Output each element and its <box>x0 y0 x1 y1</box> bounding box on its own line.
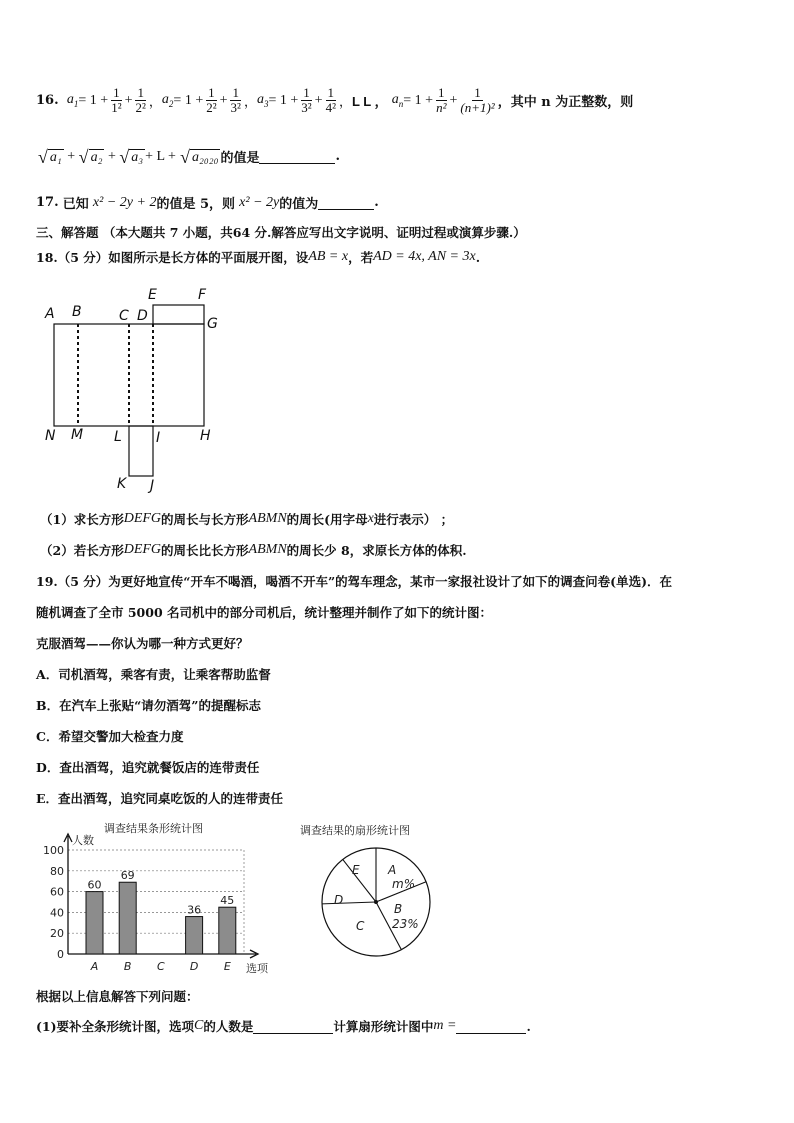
q18-p2-d: ABMN <box>248 542 287 557</box>
q18-p1-b: DEFG <box>123 511 162 526</box>
label-C: C <box>119 308 129 324</box>
label-F: F <box>198 287 207 303</box>
net-bottom-rect <box>129 426 153 476</box>
q16-sep2: ， <box>243 95 257 110</box>
q16-line2: √ a₁ + √ a₂ + √ a₃ + L + √ a₂₀₂₀ 的值是 . <box>38 146 340 167</box>
pie-label-A: A <box>388 863 397 877</box>
q18-p1-d: ABMN <box>248 511 287 526</box>
label-J: J <box>150 478 155 494</box>
q19-option-e: E．查出酒驾，追究同桌吃饭的人的连带责任 <box>36 791 284 806</box>
q19-s1-f: . <box>526 1018 531 1034</box>
q16-an-plus: + <box>449 92 458 108</box>
pie-label-D: D <box>334 893 344 907</box>
data-label-E: 45 <box>220 894 235 908</box>
q19-line2: 随机调查了全市 5000 名司机中的部分司机后，统计整理并制作了如下的统计图： <box>36 605 492 620</box>
section3-heading: 三、解答题 （本大题共 7 小题，共64 分.解答应写出文字说明、证明过程或演算步骤.） <box>36 225 526 240</box>
q19-c-count-blank[interactable] <box>253 1019 333 1034</box>
x-axis-label: 选项 <box>246 962 268 975</box>
q19-s1-c: 的人数是 <box>203 1019 254 1034</box>
q19-option-b: B．在汽车上张贴“请勿酒驾”的提醒标志 <box>36 698 261 713</box>
q16-sep3: ， <box>338 95 352 110</box>
q16-a2-frac1: $\frac{1}{\text{2²}}$ <box>206 85 217 115</box>
q19-line1 <box>36 572 672 590</box>
label-K: K <box>117 476 127 492</box>
sqrt-a2: √ a₂ <box>78 146 103 167</box>
q16-a1-frac2: $\frac{1}{\text{2²}}$ <box>135 85 146 115</box>
q18-text2: ，若 <box>348 250 374 265</box>
q16-answer-blank[interactable] <box>259 149 335 164</box>
y-tick-label: 0 <box>57 948 64 961</box>
q16-a3-plus: + <box>314 92 323 108</box>
bar-chart <box>34 818 284 978</box>
q16-a2-frac2: $\frac{1}{\text{3²}}$ <box>230 85 241 115</box>
net-top-rect <box>153 305 204 324</box>
bar-E <box>219 907 236 954</box>
bar-D <box>186 917 203 954</box>
q19-sub1 <box>36 1017 531 1035</box>
q16-a1-eq: = 1 + <box>78 92 109 108</box>
q18-end: . <box>475 249 481 265</box>
q16-a1-frac1: $\frac{1}{\text{1²}}$ <box>111 85 122 115</box>
q18-p2-b: DEFG <box>123 542 162 557</box>
q16-number: 16. <box>36 93 59 108</box>
bar-chart-title: 调查结果条形统计图 <box>104 822 203 835</box>
q17-post: 的值为 <box>279 197 319 212</box>
q18-number: 18. <box>36 249 58 265</box>
pie-value-B: 23% <box>392 917 419 931</box>
q18-p2-e: 的周长少 8，求原长方体的体积. <box>286 543 467 558</box>
q16-an-lhs: $a_n$ <box>391 92 404 109</box>
q18-intro <box>36 248 480 266</box>
bar-B <box>119 882 136 954</box>
q16-a1-plus: + <box>124 92 133 108</box>
q16-a2-lhs: $a_2$ <box>161 92 174 109</box>
label-B: B <box>72 304 82 320</box>
q16-a1-lhs: $a_1$ <box>66 92 79 109</box>
q17-expr1: x² − 2y + 2 <box>92 194 157 210</box>
x-tick-label-E: E <box>223 960 231 973</box>
q17-answer-blank[interactable] <box>318 195 374 210</box>
q18-p1-a: （1）求长方形 <box>40 512 124 527</box>
q18-expr2: AD = 4x, AN = 3x <box>373 249 476 264</box>
q18-p2-c: 的周长比长方形 <box>161 543 249 558</box>
label-M: M <box>71 427 84 443</box>
q19-s1-d: 计算扇形统计图中 <box>333 1019 434 1034</box>
q18-p1-e: 的周长(用字母 <box>286 512 368 527</box>
sqrt-a3: √ a₃ <box>119 146 144 167</box>
q19-option-c: C．希望交警加大检查力度 <box>36 729 184 744</box>
x-tick-label-D: D <box>189 960 199 973</box>
y-tick-label: 100 <box>43 844 64 857</box>
q19-option-d: D．查出酒驾，追究就餐饭店的连带责任 <box>36 760 260 775</box>
q19-s1-b: C <box>194 1018 204 1033</box>
q16-a2-eq: = 1 + <box>173 92 204 108</box>
pie-chart <box>296 818 456 968</box>
q18-part1 <box>40 510 453 528</box>
q18-expr: AB = x <box>308 249 349 264</box>
q16-an-frac2: $\frac{1}{\text{(n+1)²}}$ <box>460 85 495 115</box>
q16-an-frac1: $\frac{1}{\text{n²}}$ <box>436 85 447 115</box>
q17-number: 17. <box>36 195 59 210</box>
label-L: L <box>114 429 122 445</box>
label-H: H <box>200 428 211 444</box>
pie-chart-title: 调查结果的扇形统计图 <box>300 824 410 837</box>
sqrt-a1: √ a₁ <box>38 146 62 167</box>
cuboid-net-figure <box>40 282 230 497</box>
q19-number: 19. <box>36 574 58 589</box>
x-tick-label-B: B <box>123 960 132 973</box>
q16-mid: + L + <box>145 148 176 164</box>
q18-p1-c: 的周长与长方形 <box>161 512 249 527</box>
label-A: A <box>45 306 55 322</box>
q19-s1-a: (1)要补全条形统计图，选项 <box>36 1019 195 1034</box>
q16-end: . <box>335 149 340 164</box>
q19-option-a: A．司机酒驾，乘客有责，让乘客帮助监督 <box>36 667 271 682</box>
q19-text1: （5 分）为更好地宣传“开车不喝酒，喝酒不开车”的驾车理念，某市一家报社设计了如下的调查问卷(单选)．在 <box>57 574 673 589</box>
label-E: E <box>148 287 157 303</box>
q19-m-blank[interactable] <box>456 1019 526 1034</box>
label-I: I <box>156 430 161 446</box>
label-G: G <box>207 316 218 332</box>
q18-part2 <box>40 541 467 559</box>
q16-dots: L L ， <box>351 94 388 109</box>
bar-A <box>86 892 103 954</box>
label-D: D <box>137 308 148 324</box>
q17-expr2: x² − 2y <box>239 194 280 210</box>
q19-question: 克服酒驾——你认为哪一种方式更好？ <box>36 636 249 651</box>
pie-center <box>374 900 378 904</box>
q16-a3-frac1: $\frac{1}{\text{3²}}$ <box>301 85 312 115</box>
pie-label-E: E <box>352 863 360 877</box>
data-label-A: 60 <box>87 878 102 892</box>
q16-a3-frac2: $\frac{1}{\text{4²}}$ <box>325 85 336 115</box>
q18-p1-g: 进行表示） ； <box>373 512 454 527</box>
q18-p1-f: x <box>367 511 374 526</box>
q17-line <box>36 193 379 212</box>
data-label-B: 69 <box>120 869 135 883</box>
y-tick-label: 20 <box>50 927 64 941</box>
q18-text: （5 分）如图所示是长方体的平面展开图，设 <box>57 250 309 265</box>
x-tick-label-A: A <box>90 960 99 973</box>
q16-value-text: 的值是 <box>220 151 260 166</box>
label-N: N <box>45 428 56 444</box>
q17-end: . <box>374 195 379 210</box>
sqrt-a2020: √ a₂₀₂₀ <box>180 146 219 167</box>
q16-line1 <box>36 86 633 115</box>
y-tick-label: 40 <box>50 906 64 920</box>
data-label-D: 36 <box>187 903 202 917</box>
y-axis-label: 人数 <box>72 834 94 847</box>
q19-s1-e: m = <box>433 1018 457 1033</box>
pie-label-C: C <box>356 919 365 933</box>
q19-after: 根据以上信息解答下列问题： <box>36 989 199 1004</box>
q18-p2-a: （2）若长方形 <box>40 543 124 558</box>
y-tick-label: 60 <box>50 885 64 899</box>
pie-value-A: m% <box>392 877 416 891</box>
q16-a3-lhs: $a_3$ <box>256 92 269 109</box>
q16-an-eq: = 1 + <box>403 92 434 108</box>
q16-a3-eq: = 1 + <box>268 92 299 108</box>
q16-tail: ，其中 n 为正整数，则 <box>497 95 634 110</box>
x-tick-label-C: C <box>157 960 165 973</box>
y-tick-label: 80 <box>50 864 64 878</box>
pie-label-B: B <box>394 902 403 916</box>
q16-a2-plus: + <box>219 92 228 108</box>
q17-pre: 已知 <box>62 197 89 212</box>
q17-mid: 的值是 5，则 <box>156 197 236 212</box>
q16-sep1: ， <box>148 95 162 110</box>
